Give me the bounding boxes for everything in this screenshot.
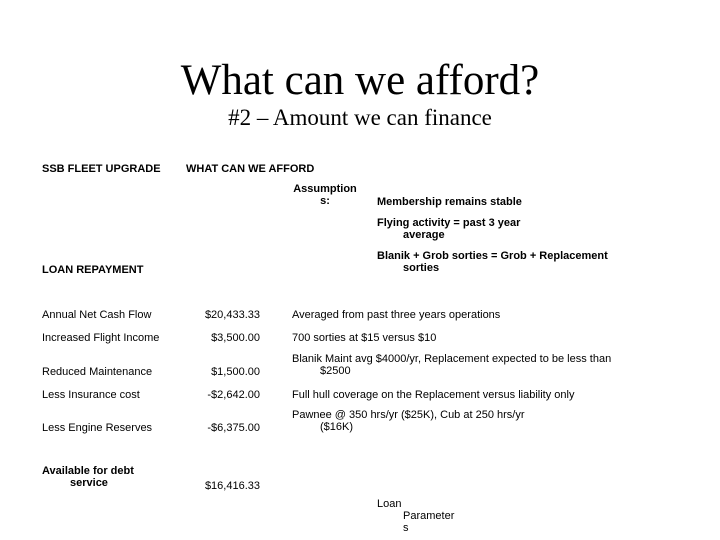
row-note: Full hull coverage on the Replacement versus liability only xyxy=(292,389,575,401)
row-value: $20,433.33 xyxy=(204,309,260,321)
assumptions-label: Assumption s: xyxy=(293,183,357,207)
row-value: -$2,642.00 xyxy=(207,389,260,401)
assumption-item: Blanik + Grob sorties = Grob + Replacement sorties xyxy=(377,250,608,274)
row-value: $3,500.00 xyxy=(211,332,260,344)
page-title: What can we afford? xyxy=(180,57,540,104)
assumption-item: Flying activity = past 3 year average xyxy=(377,217,521,241)
available-label: Available for debt service xyxy=(42,465,134,489)
row-label: Annual Net Cash Flow xyxy=(42,309,152,321)
assumption-item: Membership remains stable xyxy=(377,196,522,208)
row-label: Reduced Maintenance xyxy=(42,366,153,378)
row-value: -$6,375.00 xyxy=(207,422,260,434)
row-label: Less Insurance cost xyxy=(42,389,140,401)
what-can-we-afford-heading: WHAT CAN WE AFFORD xyxy=(186,163,315,175)
available-value: $16,416.33 xyxy=(204,480,260,492)
row-note: Blanik Maint avg $4000/yr, Replacement expected to be less than $2500 xyxy=(292,353,612,377)
row-note: Averaged from past three years operations xyxy=(292,309,501,321)
loan-parameters-label: Loan Parameter s xyxy=(377,498,455,534)
row-note: 700 sorties at $15 versus $10 xyxy=(292,332,437,344)
row-value: $1,500.00 xyxy=(211,366,260,378)
loan-repayment-heading: LOAN REPAYMENT xyxy=(42,264,144,276)
row-note: Pawnee @ 350 hrs/yr ($25K), Cub at 250 hrs/yr ($16K) xyxy=(292,409,525,433)
row-label: Increased Flight Income xyxy=(42,332,160,344)
page-subtitle: #2 – Amount we can finance xyxy=(228,105,492,130)
fleet-upgrade-heading: SSB FLEET UPGRADE xyxy=(42,163,161,175)
row-label: Less Engine Reserves xyxy=(42,422,153,434)
